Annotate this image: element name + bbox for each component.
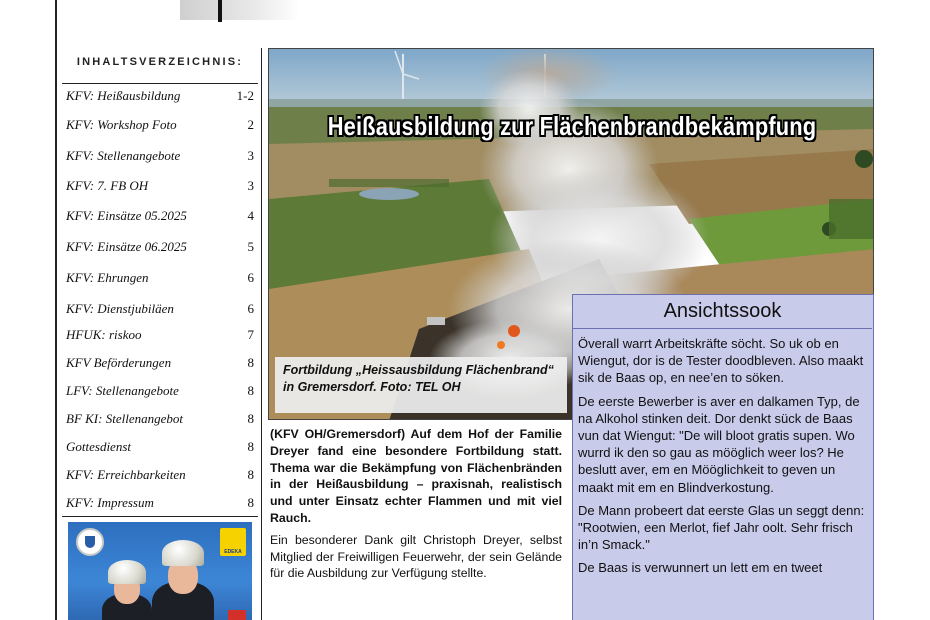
toc-heading: INHALTSVERZEICHNIS: <box>76 56 244 68</box>
toc-item-page: 6 <box>247 301 254 316</box>
ansichtssook-box <box>572 294 874 620</box>
toc-item-label: HFUK: riskoo <box>66 327 142 342</box>
toc-item-label: KFV: Stellenangebote <box>66 148 181 163</box>
toc-item-page: 8 <box>247 467 254 482</box>
toc-item[interactable] <box>66 383 254 399</box>
toc-item-page: 3 <box>247 148 254 163</box>
toc-item-label: KFV: Erreichbarkeiten <box>66 467 186 482</box>
toc-item-page: 3 <box>247 178 254 193</box>
helmet-icon <box>108 560 146 584</box>
article <box>270 426 562 582</box>
firefighters-photo <box>68 522 252 620</box>
toc-item[interactable] <box>66 148 254 164</box>
ansichtssook-paragraph: De Baas is verwunnert un lett em en tweet <box>578 560 823 576</box>
toc-bottom-divider <box>62 516 258 517</box>
ansichtssook-paragraph: De Mann probeert dat eerste Glas un seggt denn: "Rootwien, een Merlot, fief Jahr oolt. Sehr frisch in’n Smack." <box>578 502 865 553</box>
toc-item-label: Gottesdienst <box>66 439 131 454</box>
column-divider <box>261 48 262 620</box>
article-lead: (KFV OH/Gremersdorf) Auf dem Hof der Familie Dreyer fand eine besondere Fortbildung statt. Thema war die Bekämpfung von Flächenbränden in der Heißausbildung – praxisnah, realistisch und unter Einsatz echter Flammen und mit viel Rauch. <box>270 427 562 525</box>
page-margin-rule <box>55 0 57 620</box>
ansichtssook-paragraph: De eerste Bewerber is aver en dalkamen Typ, de na Alkohol stinken deit. Dor denkt sück de Baas vun dat Wiengut: "De will bloot gratis supen. Wo wurrd ik den so gau as mööglich weer los? He beslutt aver, em en Mööglichkeit to geven un maakt mit em en Blindverkostung. <box>578 393 860 495</box>
toc-item-page: 4 <box>247 208 254 223</box>
toc-item-label: LFV: Stellenangebote <box>66 383 179 398</box>
toc-item-page: 7 <box>247 327 254 342</box>
toc-item-page: 6 <box>247 270 254 285</box>
toc-item-page: 8 <box>247 439 254 454</box>
toc-item-label: KFV Beförderungen <box>66 355 172 370</box>
toc-item-label: KFV: Heißausbildung <box>66 88 181 103</box>
toc-item-label: KFV: Workshop Foto <box>66 117 177 132</box>
header-fragment <box>180 0 300 22</box>
toc-item-page: 8 <box>247 495 254 510</box>
toc-item[interactable] <box>66 439 254 455</box>
toc-item[interactable] <box>66 117 254 133</box>
toc-item-label: KFV: Impressum <box>66 495 154 510</box>
toc-item[interactable] <box>66 495 254 511</box>
toc-item-page: 8 <box>247 411 254 426</box>
toc-item-page: 2 <box>247 117 254 132</box>
toc-item[interactable] <box>66 178 254 194</box>
toc-item-label: BF KI: Stellenangebot <box>66 411 183 426</box>
ansichtssook-text <box>578 335 868 583</box>
photo-caption: Fortbildung „Heissausbildung Flächenbrand“ in Gremersdorf. Foto: TEL OH <box>275 357 567 413</box>
toc-item-label: KFV: Ehrungen <box>66 270 149 285</box>
coat-of-arms-icon <box>76 528 104 556</box>
toc-item-page: 1-2 <box>236 88 254 103</box>
toc-divider <box>62 83 258 84</box>
toc-item[interactable] <box>66 270 254 286</box>
toc-item[interactable] <box>66 355 254 371</box>
toc-item-label: KFV: 7. FB OH <box>66 178 149 193</box>
toc-item-label: KFV: Einsätze 05.2025 <box>66 208 187 223</box>
toc-item[interactable] <box>66 327 254 343</box>
toc-item[interactable] <box>66 411 254 427</box>
toc-item-page: 5 <box>247 239 254 254</box>
toc-item-label: KFV: Einsätze 06.2025 <box>66 239 187 254</box>
toc-item-page: 8 <box>247 383 254 398</box>
toc-item[interactable] <box>66 239 254 255</box>
toc-item[interactable] <box>66 88 254 104</box>
ansichtssook-heading: Ansichtssook <box>573 295 872 329</box>
toc-item[interactable] <box>66 467 254 483</box>
ansichtssook-paragraph: Överall warrt Arbeitskräfte söcht. So uk ob en Wiengut, dor is de Tester doodbleven. Also maakt sik de Baas op, en nee’en to söken. <box>578 336 864 386</box>
toc-item[interactable] <box>66 301 254 317</box>
toc-item-label: KFV: Dienstjubiläen <box>66 301 174 316</box>
article-paragraph: Ein besonderer Dank gilt Christoph Dreyer, selbst Mitglied der Freiwilligen Feuerwehr, der sein Gelände für die Ausbildung zur Verfügung stellte. <box>270 532 562 581</box>
sponsor-logo <box>220 528 246 556</box>
toc-item-page: 8 <box>247 355 254 370</box>
helmet-icon <box>162 540 204 566</box>
toc-item[interactable] <box>66 208 254 224</box>
photo-headline: Heißausbildung zur Flächenbrandbekämpfung <box>327 111 817 141</box>
